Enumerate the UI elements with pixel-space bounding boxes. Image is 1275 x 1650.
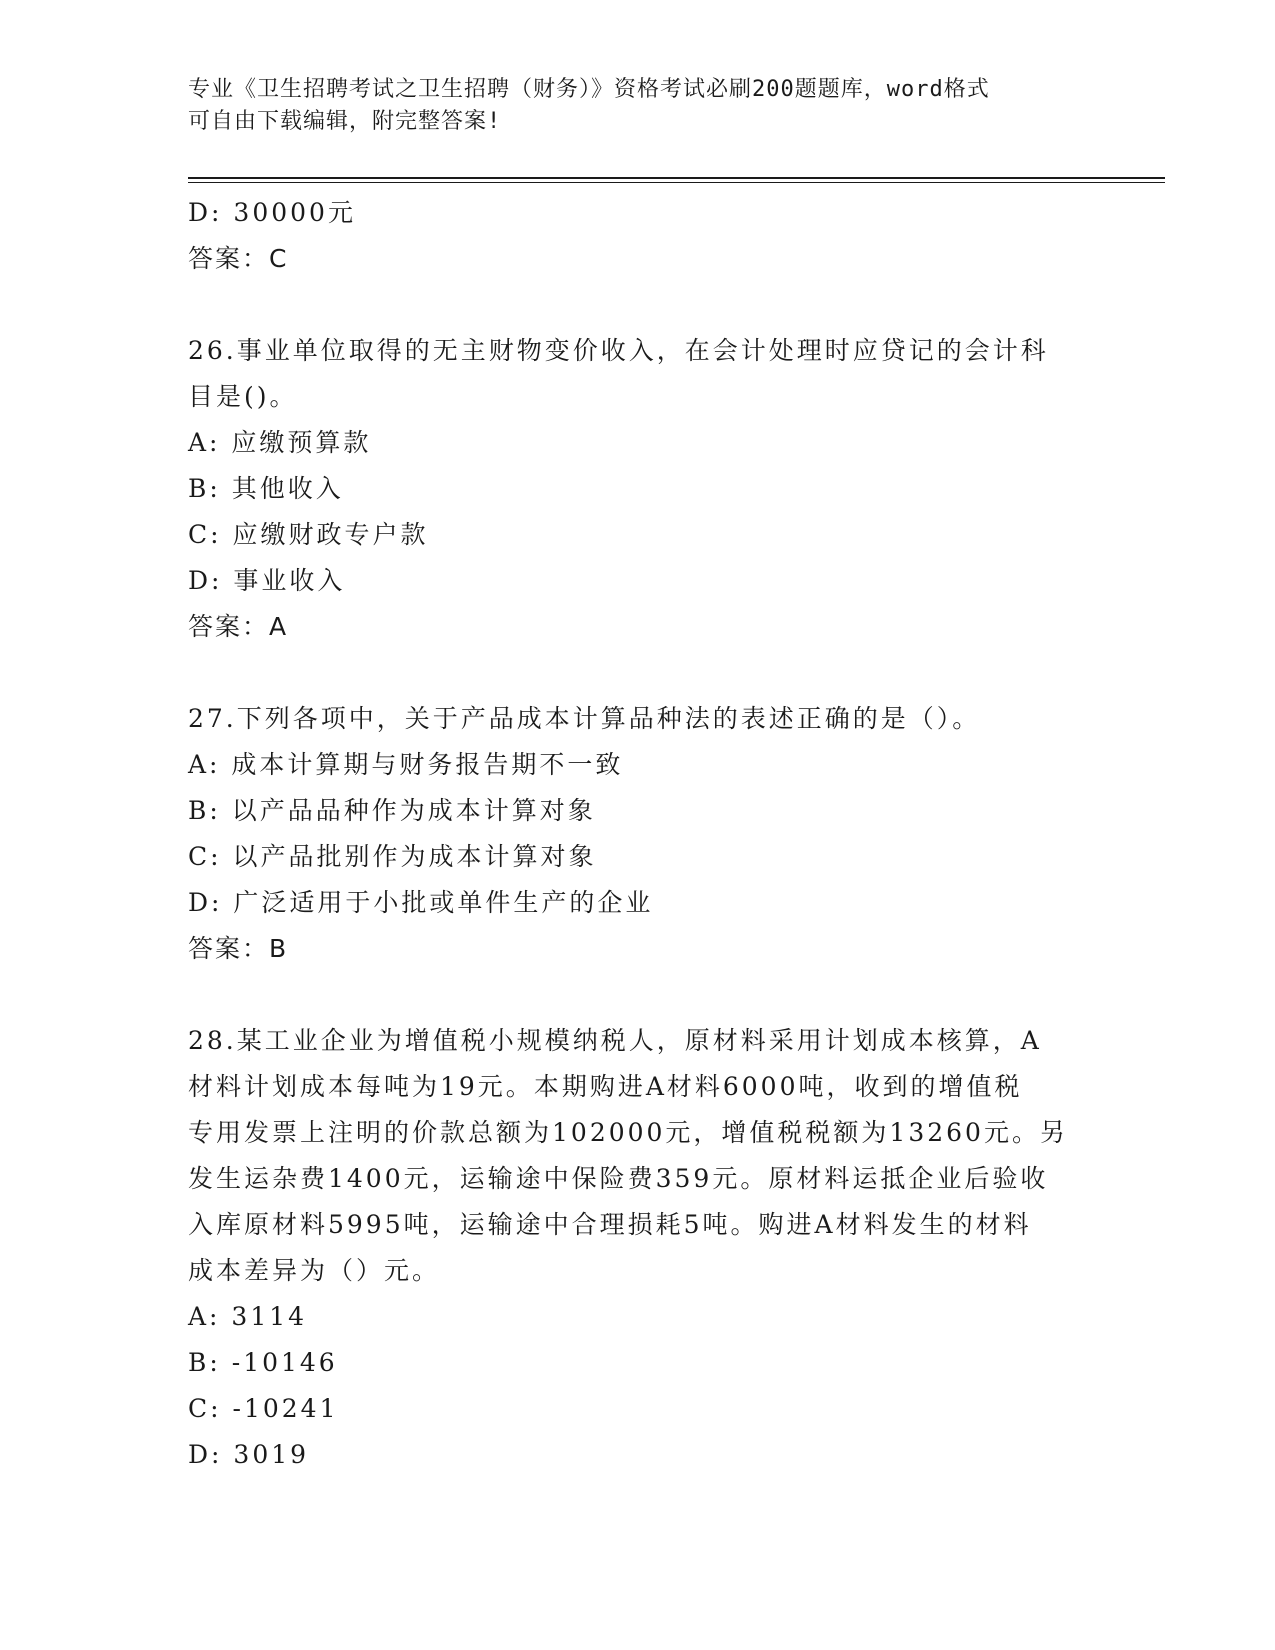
question-stem-line: 目是()。: [188, 382, 298, 411]
option-c: C: 以产品批别作为成本计算对象: [188, 842, 597, 871]
option-b: B: 其他收入: [188, 474, 344, 503]
answer-label: 答案：C: [188, 244, 289, 273]
question-stem-line: 入库原材料5995吨，运输途中合理损耗5吨。购进A材料发生的材料: [188, 1210, 1032, 1239]
question-stem-line: 成本差异为（）元。: [188, 1256, 441, 1285]
spacer: [188, 972, 1088, 1018]
option-d: D: 事业收入: [188, 566, 346, 595]
option-a: A: 3114: [188, 1302, 308, 1331]
option-d: D: 广泛适用于小批或单件生产的企业: [188, 888, 654, 917]
question-content: [188, 190, 1088, 1478]
answer-label: 答案：A: [188, 612, 289, 641]
option-c: C: 应缴财政专户款: [188, 520, 429, 549]
header-title-line-2: 可自由下载编辑，附完整答案!: [188, 109, 502, 134]
option-c: C: -10241: [188, 1394, 339, 1423]
answer-label: 答案：B: [188, 934, 289, 963]
header-divider: [188, 177, 1165, 183]
question-28: [188, 1018, 1088, 1478]
question-stem-line: 27.下列各项中，关于产品成本计算品种法的表述正确的是（）。: [188, 704, 981, 733]
question-stem-line: 28.某工业企业为增值税小规模纳税人，原材料采用计划成本核算，A: [188, 1026, 1042, 1055]
spacer: [188, 282, 1088, 328]
option-b: B: 以产品品种作为成本计算对象: [188, 796, 596, 825]
option-d: D: 30000元: [188, 198, 356, 227]
question-stem-line: 发生运杂费1400元，运输途中保险费359元。原材料运抵企业后验收: [188, 1164, 1049, 1193]
question-stem-line: 专用发票上注明的价款总额为102000元，增值税税额为13260元。另: [188, 1118, 1068, 1147]
option-a: A: 应缴预算款: [188, 428, 372, 457]
question-stem-line: 26.事业单位取得的无主财物变价收入，在会计处理时应贷记的会计科: [188, 336, 1049, 365]
spacer: [188, 650, 1088, 696]
question-26: [188, 328, 1088, 650]
page-header: [188, 74, 1088, 138]
question-27: [188, 696, 1088, 972]
question-25-tail: [188, 190, 1088, 282]
header-title-line-1: 专业《卫生招聘考试之卫生招聘（财务）》资格考试必刷200题题库，word格式: [188, 77, 990, 102]
option-b: B: -10146: [188, 1348, 338, 1377]
option-a: A: 成本计算期与财务报告期不一致: [188, 750, 624, 779]
question-stem-line: 材料计划成本每吨为19元。本期购进A材料6000吨，收到的增值税: [188, 1072, 1023, 1101]
option-d: D: 3019: [188, 1440, 310, 1469]
